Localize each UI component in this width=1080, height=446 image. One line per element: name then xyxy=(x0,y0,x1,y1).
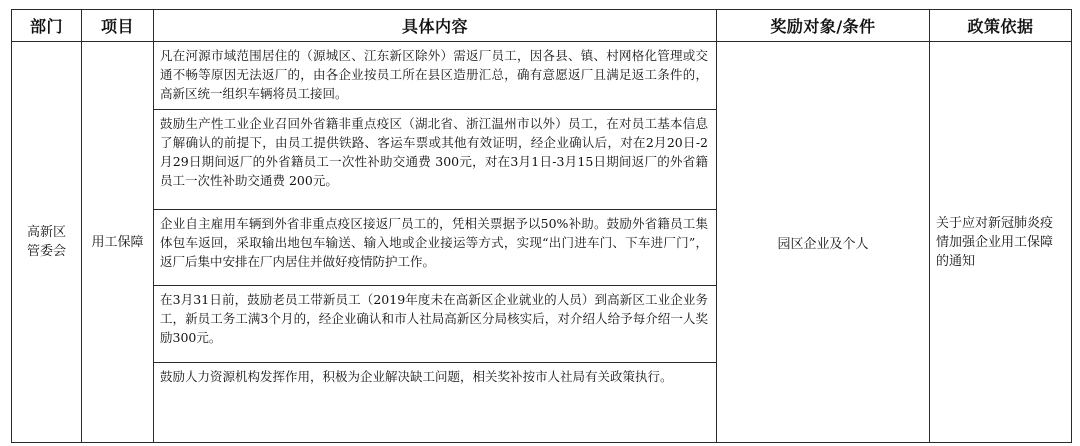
target-cell: 园区企业及个人 xyxy=(717,42,930,443)
dept-cell xyxy=(12,42,82,443)
dept-text: 高新区 管委会 xyxy=(26,225,66,259)
item-cell: 用工保障 xyxy=(82,42,154,443)
header-row xyxy=(12,10,1072,42)
content-paragraph-1: 凡在河源市域范围居住的（源城区、江东新区除外）需返厂员工，因各县、镇、村网格化管理或交通不畅等原因无法返厂的，由各企业按员工所在县区造册汇总，确有意愿返厂且满足返工条件的，高新区统一组织车辆将员工接回。 xyxy=(154,42,716,110)
basis-cell: 关于应对新冠肺炎疫情加强企业用工保障的通知 xyxy=(930,42,1072,443)
content-paragraph-5: 鼓励人力资源机构发挥作用，积极为企业解决缺工问题，相关奖补按市人社局有关政策执行。 xyxy=(160,369,673,384)
table-row xyxy=(12,42,1072,443)
header-dept: 部门 xyxy=(12,10,82,42)
header-target: 奖励对象/条件 xyxy=(717,10,930,42)
header-basis: 政策依据 xyxy=(930,10,1072,42)
policy-table xyxy=(11,9,1072,443)
header-content: 具体内容 xyxy=(154,10,717,42)
header-item: 项目 xyxy=(82,10,154,42)
content-paragraph-4: 在3月31日前，鼓励老员工带新员工（2019年度未在高新区企业就业的人员）到高新区工业企业务工，新员工务工满3个月的，经企业确认和市人社局高新区分局核实后，对介绍人给予每介绍一人奖励300元。 xyxy=(154,286,716,363)
content-cell xyxy=(154,42,717,443)
content-paragraph-2: 鼓励生产性工业企业召回外省籍非重点疫区（湖北省、浙江温州市以外）员工，在对员工基本信息了解确认的前提下，由员工提供铁路、客运车票或其他有效证明，经企业确认后，对在2月20日-2月29日期间返厂的外省籍员工一次性补助交通费 300元，对在3月1日-3月15日期间返厂的外省籍员工一次性补助交通费 200元。 xyxy=(154,110,716,210)
content-paragraph-3: 企业自主雇用车辆到外省非重点疫区接返厂员工的，凭相关票据予以50%补助。鼓励外省籍员工集体包车返回，采取输出地包车输送、输入地或企业接运等方式，实现“出门进车门、下车进厂门”，返厂后集中安排在厂内居住并做好疫情防护工作。 xyxy=(154,210,716,286)
